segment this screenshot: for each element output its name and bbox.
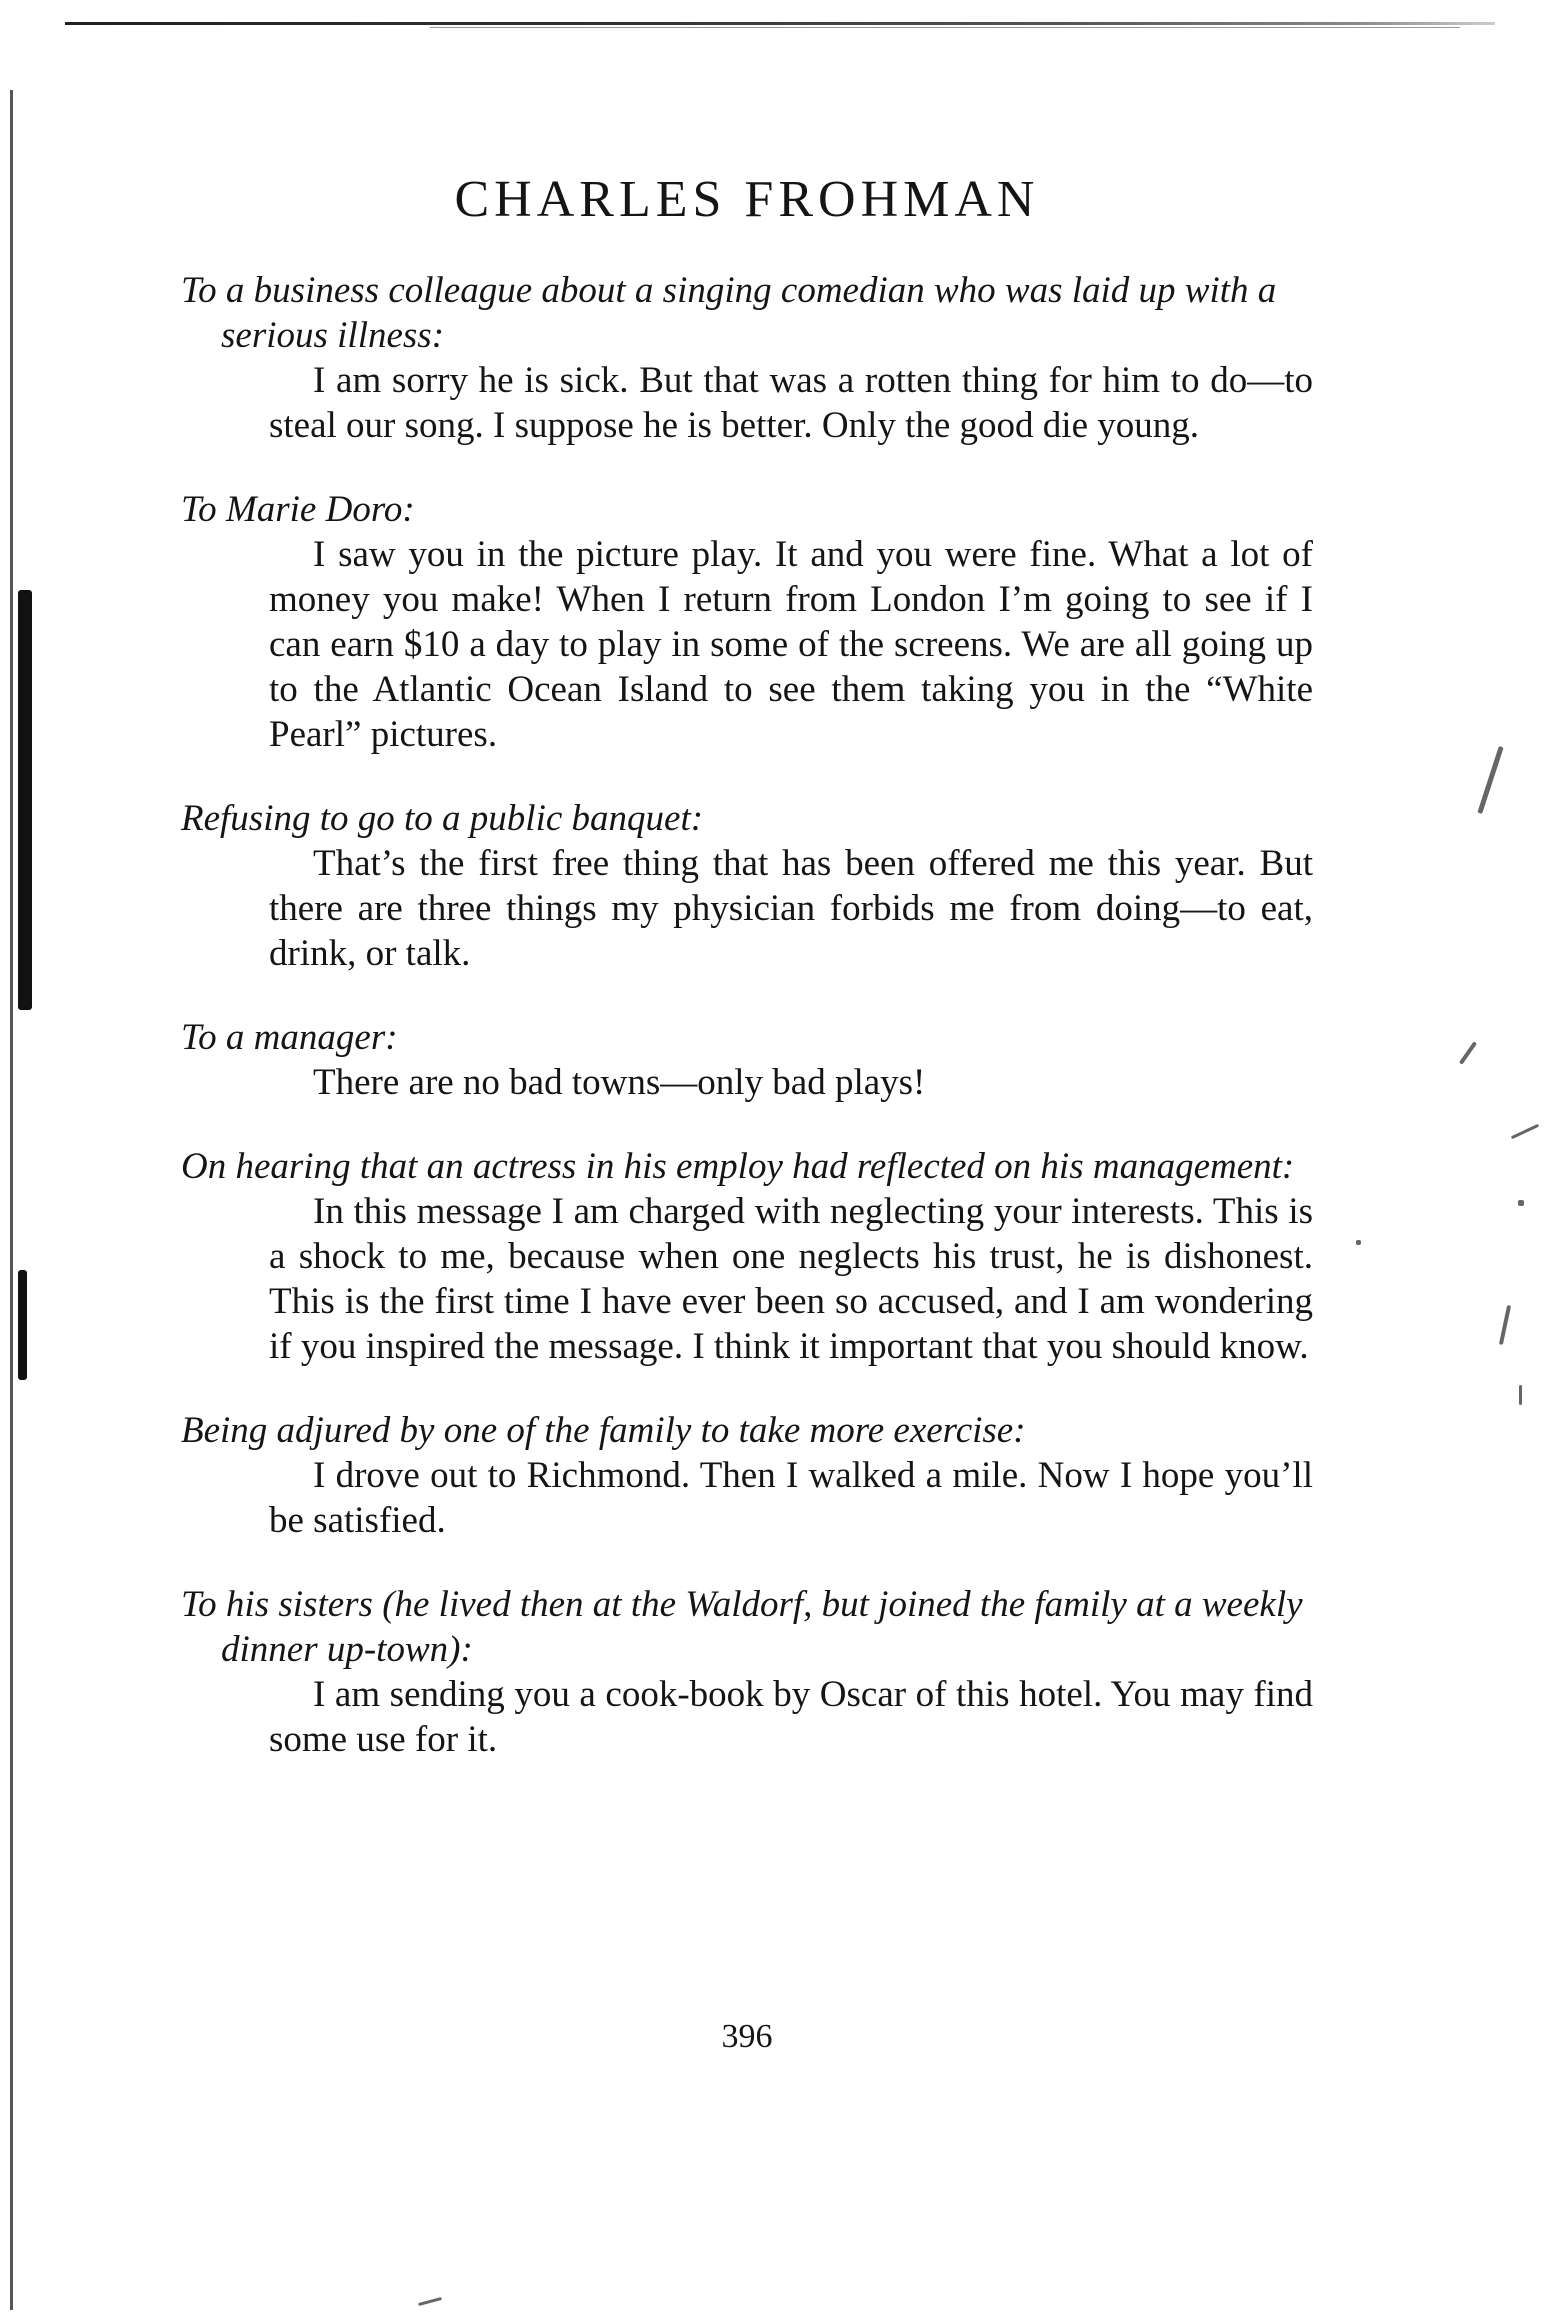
quotation-entry xyxy=(181,1408,1313,1543)
entry-quote: I drove out to Richmond. Then I walked a mile. Now I hope you’ll be satisfied. xyxy=(269,1455,1313,1541)
entry-caption: To a business colleague about a singing comedian who was laid up with a serious illness: xyxy=(181,270,1277,356)
entry-caption: Being adjured by one of the family to take more exercise: xyxy=(181,1410,1026,1451)
top-rule-shadow xyxy=(430,27,1460,28)
margin-speck xyxy=(1518,1200,1524,1206)
quotation-entry xyxy=(181,487,1313,757)
quotation-entry xyxy=(181,1582,1313,1762)
entry-quote: I am sending you a cook-book by Oscar of this hotel. You may find some use for it. xyxy=(269,1674,1313,1760)
entry-caption: On hearing that an actress in his employ had reflected on his management: xyxy=(181,1146,1295,1187)
entry-quote: I saw you in the picture play. It and you were fine. What a lot of money you make! When I return from London I’m going to see if I can earn $10 a day to play in some of the screens. We are all going up to the Atlantic Ocean Island to see them taking you in the “White Pearl” pictures. xyxy=(269,534,1313,755)
entry-quote: I am sorry he is sick. But that was a rotten thing for him to do—to steal our song. I suppose he is better. Only the good die young. xyxy=(269,360,1313,446)
binding-shadow-lower xyxy=(18,1270,27,1380)
top-rule xyxy=(65,22,1495,25)
margin-speck xyxy=(1511,1124,1539,1139)
entry-caption: To his sisters (he lived then at the Waldorf, but joined the family at a weekly dinner up-town): xyxy=(181,1584,1303,1670)
quotation-entry xyxy=(181,268,1313,448)
margin-speck xyxy=(1519,1385,1522,1405)
margin-speck xyxy=(1459,1041,1477,1065)
quotation-list xyxy=(181,268,1313,1801)
running-head: CHARLES FROHMAN xyxy=(454,171,1040,228)
margin-speck xyxy=(1477,746,1503,814)
margin-speck xyxy=(1499,1305,1511,1345)
entry-quote: In this message I am charged with neglecting your interests. This is a shock to me, because when one neglects his trust, he is dishonest. This is the first time I have ever been so accused, and I am wondering if you inspired the message. I think it important that you should know. xyxy=(269,1191,1313,1367)
entry-caption: To Marie Doro: xyxy=(181,489,415,530)
margin-speck xyxy=(418,2297,442,2306)
entry-caption: To a manager: xyxy=(181,1017,398,1058)
quotation-entry xyxy=(181,1015,1313,1105)
quotation-entry xyxy=(181,796,1313,976)
quotation-entry xyxy=(181,1144,1313,1369)
binding-shadow-upper xyxy=(18,590,32,1010)
entry-quote: There are no bad towns—only bad plays! xyxy=(313,1062,926,1103)
entry-caption: Refusing to go to a public banquet: xyxy=(181,798,704,839)
margin-speck xyxy=(1356,1240,1361,1245)
page-number: 396 xyxy=(721,2018,773,2055)
entry-quote: That’s the first free thing that has been offered me this year. But there are three things my physician forbids me from doing—to eat, drink, or talk. xyxy=(269,843,1313,974)
binding-edge xyxy=(10,90,13,2310)
